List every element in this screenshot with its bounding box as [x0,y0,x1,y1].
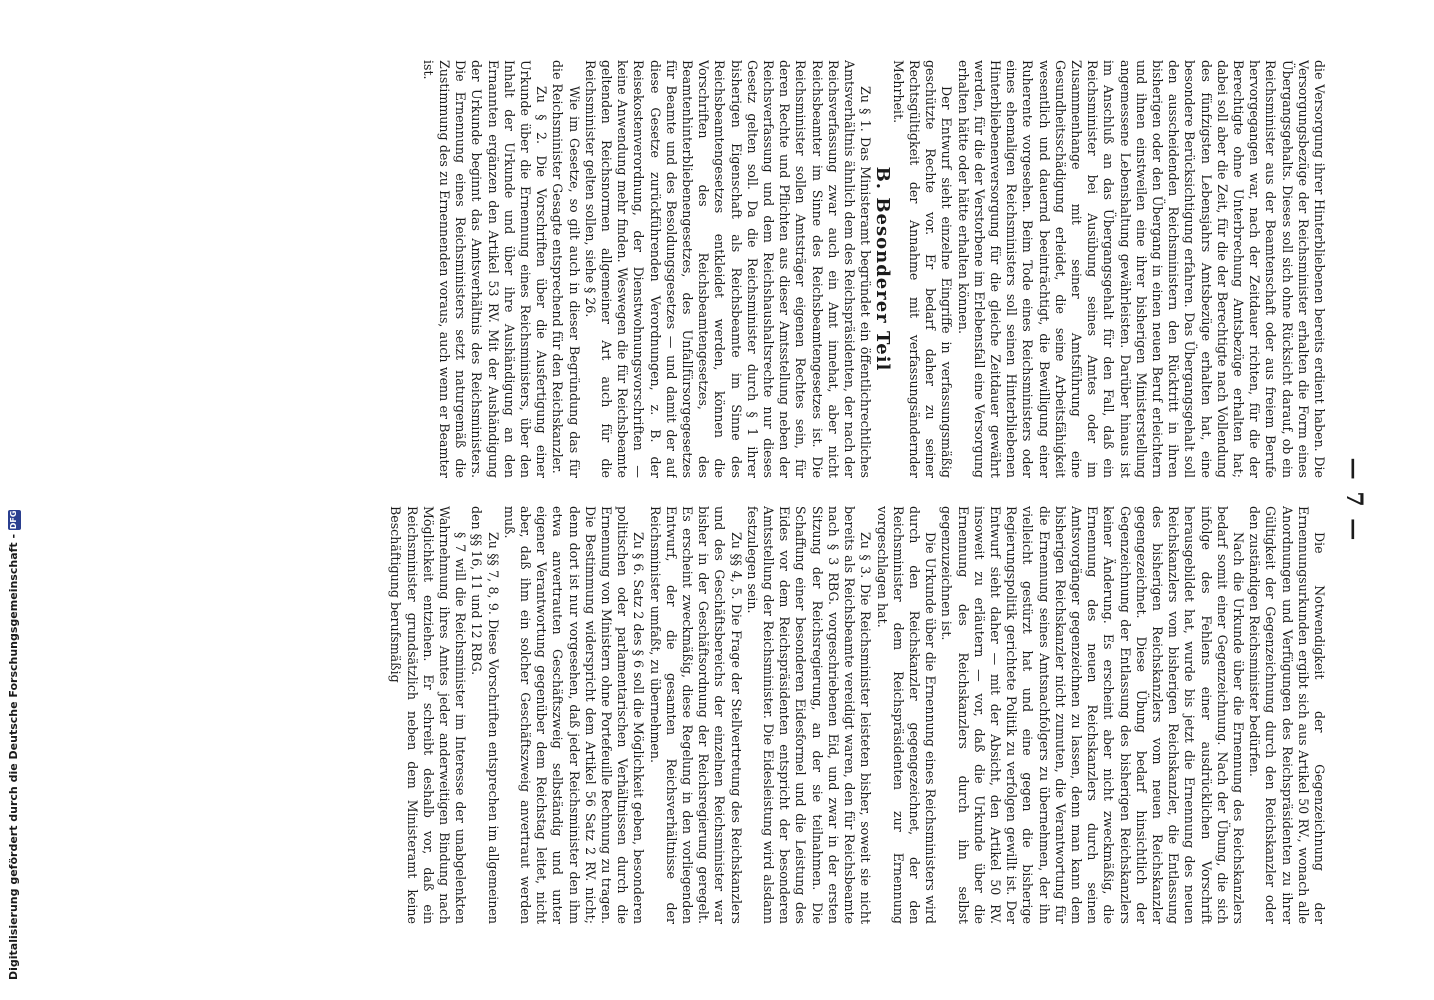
paragraph: Die Notwendigkeit der Gegenzeichnung der Ernennungsurkunden ergibt sich aus Artikel 50 RV., wonach alle Anordnungen und Verfügungen des Reichspräsidenten zu ihrer Gültigkeit der Gegenzeichnung durch den Reichskanzler oder den zuständigen Reichsminister bedürfen. [1247,506,1327,924]
digitization-note-text: Digitalisierung gefördert durch die Deutsche Forschungsgemeinschaft - [7,533,20,980]
paragraph: Der Entwurf sieht einzelne Eingriffe in verfassungsmäßig geschützte Rechte vor. Er bedarf daher zu seiner Rechtsgültigkeit der Annahme mit verfassungsändernder Mehrheit. [890,60,955,478]
page-number: — 7 — [1341,457,1367,543]
right-column [77,506,1327,924]
paragraph: Zu § 6. Satz 2 des § 6 soll die Möglichkeit geben, besonderen politischen oder parlamentarischen Verhältnissen durch die Ernennung von Ministern ohne Portefeuille Rechnung zu tragen. Die Bestimmung widerspricht dem Artikel 56 Satz 2 RV. nicht; denn dort ist nur vorgesehen, daß jeder Reichsminister den ihm etwa anvertrauten Geschäftszweig selbständig und unter eigener Verantwortung gegenüber dem Reichstag leitet, nicht aber, daß ihm ein solcher Geschäftszweig anvertraut werden muß. [501,506,647,924]
paragraph: Zu §§ 4, 5. Die Frage der Stellvertretung des Reichskanzlers und des Geschäftsbereichs der einzelnen Reichsminister war bisher in der Geschäftsordnung der Reichsregierung geregelt. Es erscheint zweckmäßig, diese Regelung in den vorliegenden Entwurf, der die gesamten Reichsverhältnisse der Reichsminister umfaßt, zu übernehmen. [647,506,744,924]
digitization-note [4,0,26,1000]
paragraph: Die Urkunde über die Ernennung eines Reichsministers wird durch den Reichskanzler gegengezeichnet, der den Reichsminister dem Reichspräsidenten zur Ernennung vorgeschlagen hat. [874,506,939,924]
paragraph: § 7 will die Reichsminister im Interesse der unabgelenkten Wahrnehmung ihres Amtes jeder anderweitigen Bindung nach Möglichkeit entziehen. Er schreibt deshalb vor, daß ein Reichsminister grundsätzlich neben dem Ministeramt keine Beschäftigung berufsmäßig [388,506,469,924]
printed-page [67,60,1367,940]
paragraph: die Versorgung ihrer Hinterbliebenen bereits erdient haben. Die Versorgungsbezüge der Reichsminister erhalten die Form eines Übergangsgehalts. Dieses soll sich ohne Rücksicht darauf, ob ein Reichsminister aus der Beamtenschaft oder aus freiem Berufe hervorgegangen war, nach der Zeitdauer richten, für die der Berechtigte ohne Unterbrechung Amtsbezüge erhalten hat; dabei soll aber die Zeit, für die der Berechtigte nach Vollendung des fünfzigsten Lebensjahrs Amtsbezüge erhalten hat, eine besondere Berücksichtigung erfahren. Das Übergangsgehalt soll den ausscheidenden Reichsministern den Rücktritt in ihren bisherigen oder den Übergang in einen neuen Beruf erleichtern und ihnen einstweilen eine ihrer bisherigen Ministerstellung angemessene Lebenshaltung gewährleisten. Darüber hinaus ist im Anschluß an das Übergangsgehalt für den Fall, daß ein Reichsminister bei Ausübung seines Amtes oder im Zusammenhange mit seiner Amtsführung eine Gesundheitsschädigung erleidet, die seine Arbeitsfähigkeit wesentlich und dauernd beeinträchtigt, die Bewilligung einer Ruherente vorgesehen. Beim Tode eines Reichsministers oder eines ehemaligen Reichsministers soll seinen Hinterbliebenen Hinterbliebenenversorgung für die gleiche Zeitdauer gewährt werden, für die der Verstorbene im Erlebensfall eine Versorgung erhalten hätte oder hätte erhalten können. [955,60,1327,478]
paragraph: Zu § 1. Das Ministeramt begründet ein öffentlichrechtliches Amtsverhältnis ähnlich dem des Reichspräsidenten, der nach der Reichsverfassung zwar auch ein Amt innehat, aber nicht Reichsbeamter im Sinne des Reichsbeamtengesetzes ist. Die Reichsminister sollen Amtsträger eigenen Rechtes sein, für deren Rechte und Pflichten aus dieser Amtsstellung neben der Reichsverfassung und dem Reichshaushaltsrechte nur dieses Gesetz gelten soll. Da die Reichsminister durch § 1 ihrer bisherigen Eigenschaft als Reichsbeamte im Sinne des Reichsbeamtengesetzes entkleidet werden, können die Vorschriften des Reichsbeamtengesetzes, des Beamtenhinterbliebenengesetzes, des Unfallfürsorgegesetzes für Beamte und des Besoldungsgesetzes — und damit der auf diese Gesetze zurückführenden Verordnungen, z. B. der Reisekostenverordnung, der Dienstwohnungsvorschriften — keine Anwendung mehr finden. Weswegen die für Reichsbeamte geltenden Reichsnormen allgemeiner Art auch für die Reichsminister gelten sollen, siehe § 26. [582,60,874,478]
paragraph: Zu §§ 7, 8, 9. Diese Vorschriften entsprechen im allgemeinen den §§ 16, 11 und 12 RBG. [469,506,501,924]
paragraph: Zu § 3. Die Reichsminister leisteten bisher, soweit sie nicht bereits als Reichsbeamte vereidigt waren, den für Reichsbeamte nach § 3 RBG. vorgeschriebenen Eid, und zwar in der ersten Sitzung der Reichsregierung, an der sie teilnahmen. Die Schaffung einer besonderen Eidesformel und die Leistung des Eides vor dem Reichspräsidenten entspricht der besonderen Amtsstellung der Reichsminister. Die Eidesleistung wird alsdann festzulegen sein. [744,506,874,924]
left-column [77,60,1327,478]
section-heading: B. Besonderer Teil [871,166,893,372]
digitization-note-text-row [6,0,22,980]
dfg-logo: DFG [8,510,21,530]
paragraph: Nach die Urkunde über die Ernennung des Reichskanzlers bedarf somit einer Gegenzeichnung. Nach der Übung, die sich infolge des Fehlens einer ausdrücklichen Vorschrift herausgebildet hat, wurde bis jetzt die Ernennung des neuen Reichskanzlers vom bisherigen Reichskanzler, die Entlassung des bisherigen Reichskanzlers vom neuen Reichskanzler gegengezeichnet. Diese Übung bedarf hinsichtlich der Gegenzeichnung der Entlassung des bisherigen Reichskanzlers keiner Änderung. Es erscheint aber nicht zweckmäßig, die Ernennung des neuen Reichskanzlers durch seinen Amtsvorgänger gegenzeichnen zu lassen, denn man kann dem bisherigen Reichskanzler nicht zumuten, die Verantwortung für die Ernennung seines Amtsnachfolgers zu übernehmen, der ihn vielleicht gestürzt hat und eine gegen die bisherige Regierungspolitik gerichtete Politik zu verfolgen gewillt ist. Der Entwurf sieht daher — mit der Absicht, den Artikel 50 RV. insoweit zu erläutern — vor, daß die Urkunde über die Ernennung des Reichskanzlers durch ihn selbst gegenzuzeichnen ist. [939,506,1246,924]
paragraph: Zu § 2. Die Vorschriften über die Ausfertigung einer Urkunde über die Ernennung eines Reichsministers, über den Inhalt der Urkunde und über ihre Aushändigung an den Ernannten ergänzen den Artikel 53 RV. Mit der Aushändigung der Urkunde beginnt das Amtsverhältnis des Reichsministers. Die Ernennung eines Reichsministers setzt naturgemäß die Zustimmung des zu Ernennenden voraus, auch wenn er Beamter ist. [420,60,550,478]
paragraph: Wie im Gesetze, so gilt auch in dieser Begründung das für die Reichsminister Gesagte entsprechend für den Reichskanzler. [550,60,582,478]
